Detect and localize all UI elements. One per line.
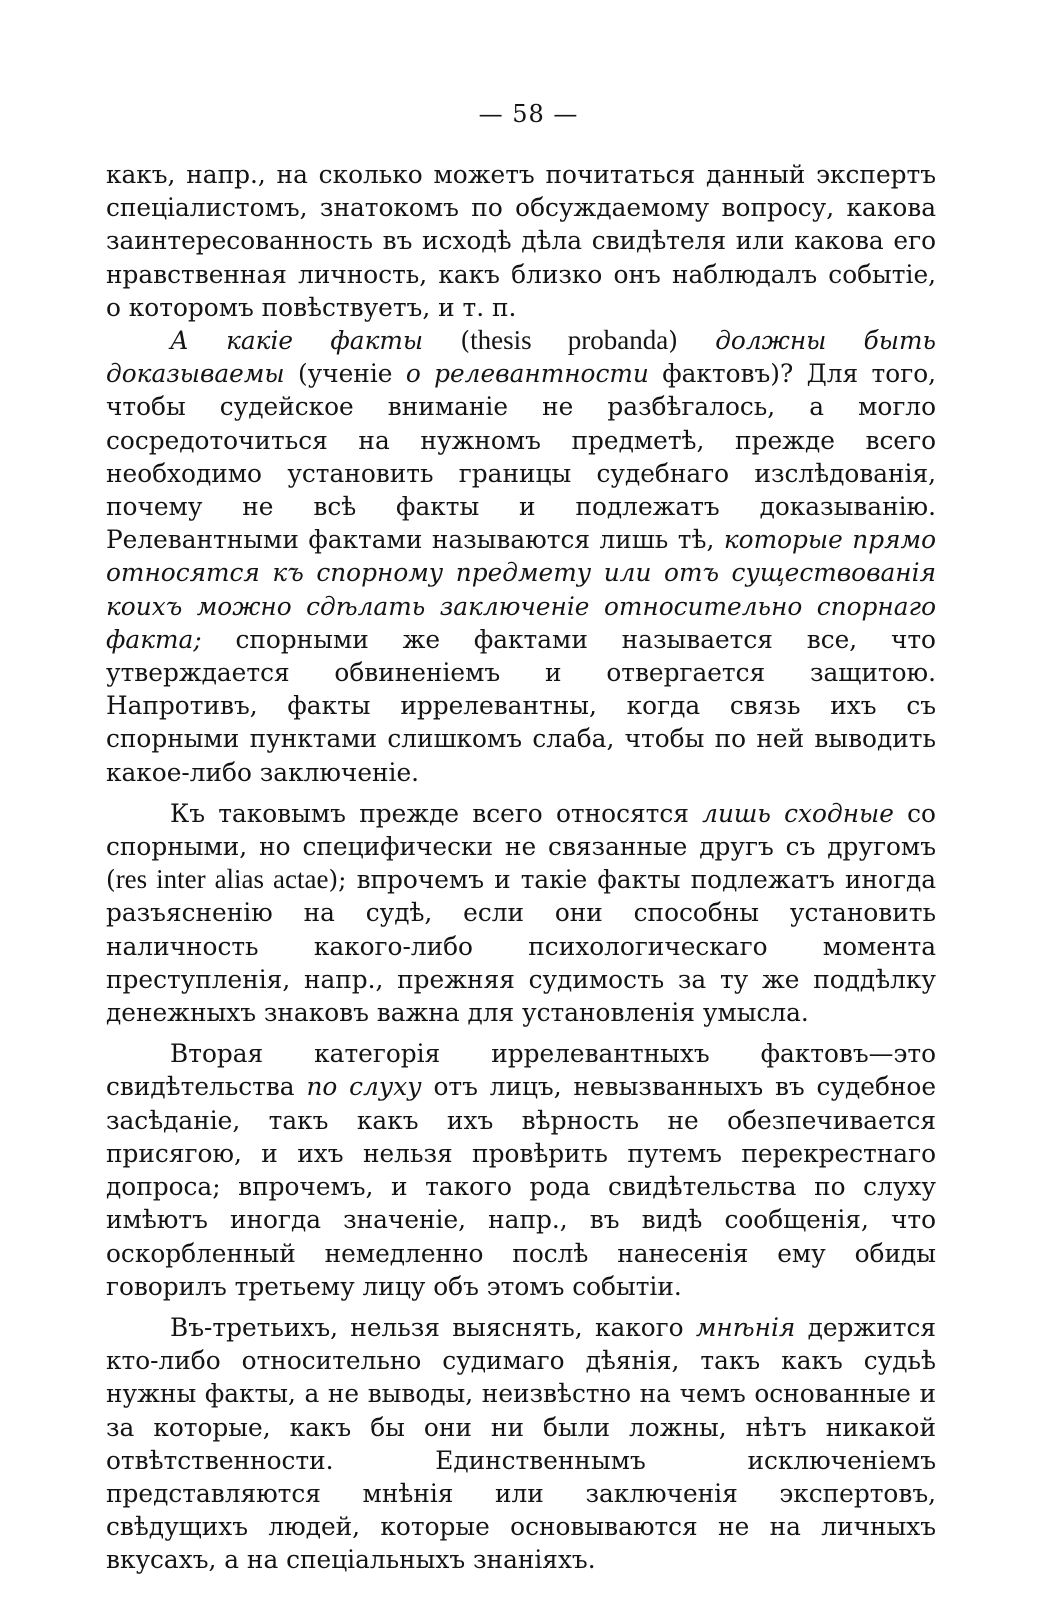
text-run: Въ-третьихъ, нельзя выяснять, какого bbox=[170, 1312, 696, 1342]
paragraph-2 bbox=[106, 324, 936, 789]
text-run: фактовъ)? Для того, чтобы судейское вниманіе не разбѣгалось, а могло сосредоточиться на нужномъ предметѣ, прежде всего необходимо установить границы судебнаго изслѣдованія, почему не всѣ факты и подлежатъ доказыванію. Релевантными фактами называются лишь тѣ, bbox=[106, 359, 937, 555]
paragraph-4 bbox=[106, 1037, 936, 1303]
text-run: Къ таковымъ прежде всего относятся bbox=[170, 798, 703, 828]
latin-phrase: thesis probanda bbox=[470, 325, 669, 356]
latin-phrase: res inter alias actae bbox=[115, 864, 329, 895]
body-text bbox=[106, 158, 936, 1577]
text-run: ); впрочемъ и такіе факты подлежатъ иногда разъясненію на судѣ, если они способны установить наличность какого-либо психологическаго момента преступленія, напр., прежняя судимость за ту же поддѣлку денежныхъ знаковъ важна для установленія умысла. bbox=[106, 865, 936, 1028]
text-run: Вторая категорія иррелевантныхъ фактовъ—это свидѣтельства bbox=[106, 1039, 936, 1102]
italic-run: лишь сходные bbox=[702, 798, 894, 828]
italic-run: А какіе факты bbox=[170, 326, 424, 356]
text-run: (ученіе bbox=[284, 359, 406, 389]
italic-run: мнѣнія bbox=[695, 1312, 796, 1342]
italic-run: должны быть доказываемы bbox=[106, 326, 936, 389]
italic-run: которые прямо относятся къ спорному предмету или отъ существованія коихъ можно сдѣлать заключеніе относительно спорнаго факта; bbox=[106, 525, 937, 654]
text-run: ) bbox=[668, 326, 716, 356]
italic-run: по слуху bbox=[306, 1072, 422, 1102]
paragraph-3 bbox=[106, 797, 936, 1029]
text-run: отъ лицъ, невызванныхъ въ судебное засѣданіе, такъ какъ ихъ вѣрность не обезпечивается присягою, и ихъ нельзя провѣрить путемъ перекрестнаго допроса; впрочемъ, и такого рода свидѣтельства по слуху имѣютъ иногда значеніе, напр., въ видѣ сообщенія, что оскорбленный немедленно послѣ нанесенія ему обиды говорилъ третьему лицу объ этомъ событіи. bbox=[106, 1072, 937, 1301]
text-run: ( bbox=[423, 326, 471, 356]
text-run: держится кто-либо относительно судимаго дѣянія, такъ какъ судьѣ нужны факты, а не выводы, неизвѣстно на чемъ основанные и за которые, какъ бы они ни были ложны, нѣтъ никакой отвѣтственности. Единственнымъ исключеніемъ представляются мнѣнія или заключенія экспертовъ, свѣдущихъ людей, которые основываются не на личныхъ вкусахъ, а на спеціальныхъ знаніяхъ. bbox=[106, 1312, 936, 1575]
italic-run: о релевантности bbox=[405, 359, 649, 389]
page-number: — 58 — bbox=[478, 100, 579, 128]
paragraph-5 bbox=[106, 1311, 936, 1577]
text-run: какъ, напр., на сколько можетъ почитаться данный экспертъ спеціалистомъ, знатокомъ по обсуждаемому вопросу, какова заинтересованность въ исходѣ дѣла свидѣтеля или какова его нравственная личность, какъ близко онъ наблюдалъ событіе, о которомъ повѣствуетъ, и т. п. bbox=[106, 160, 936, 322]
text-run: со спорными, но специфически не связанные другъ съ другомъ ( bbox=[106, 798, 936, 895]
paragraph-1-continuation bbox=[106, 158, 936, 324]
text-run: спорными же фактами называется все, что утверждается обвиненіемъ и отвергается защитою. Напротивъ, факты иррелевантны, когда связь ихъ съ спорными пунктами слишкомъ слаба, чтобы по ней выводить какое-либо заключеніе. bbox=[106, 624, 936, 787]
